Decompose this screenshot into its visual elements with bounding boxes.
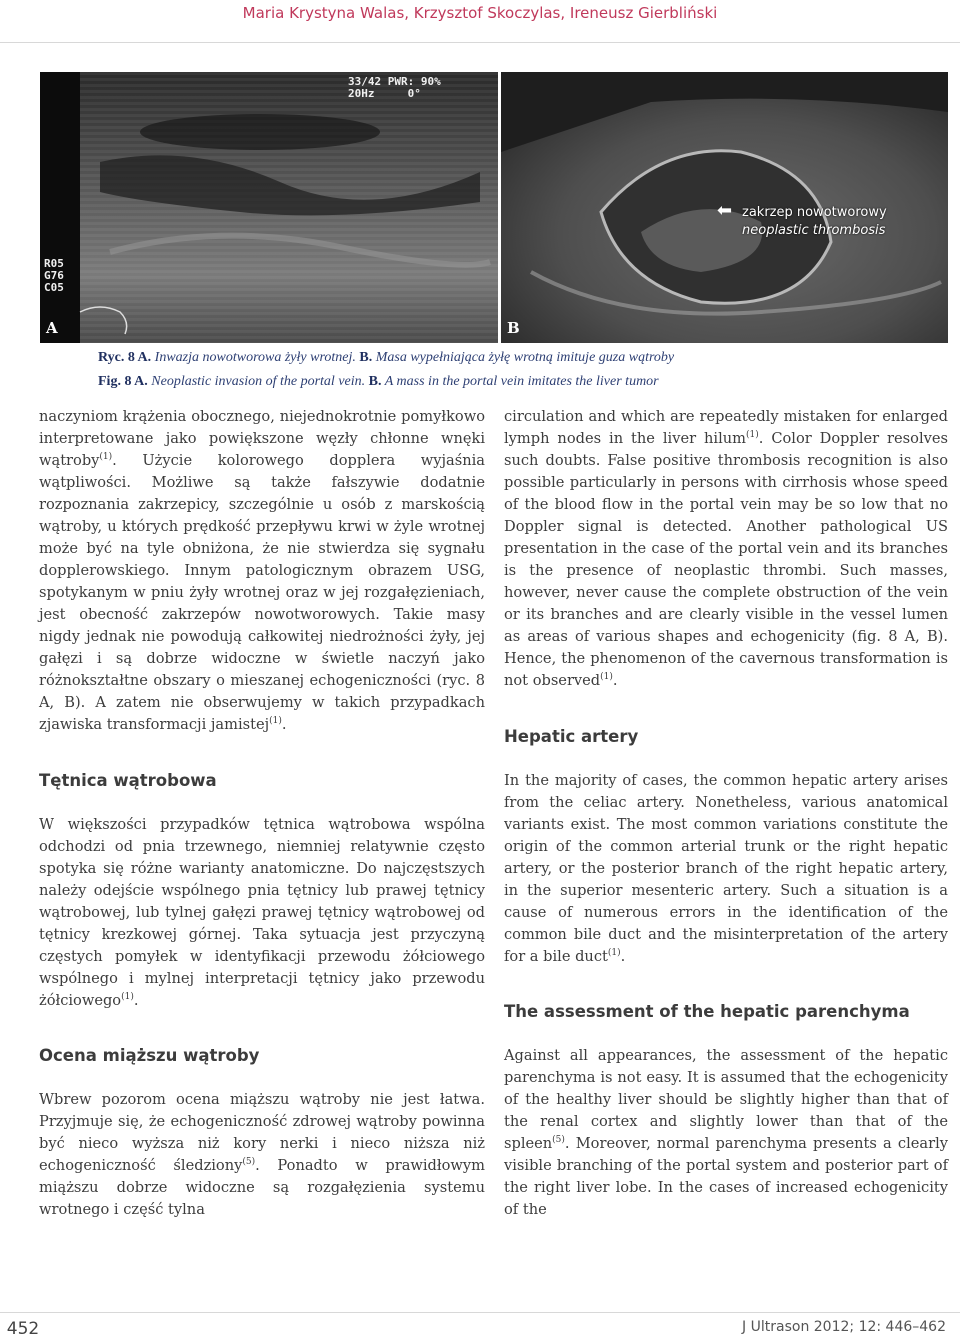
scan-settings bbox=[44, 258, 64, 294]
caption-en-part-b: A mass in the portal vein imitates the liver tumor bbox=[381, 374, 659, 389]
caption-pl-b-label: B. bbox=[359, 350, 373, 365]
pl-paragraph-2: W większości przypadków tętnica wątrobowa wspólna odchodzi od pnia trzewnego, niemniej relatywnie często spotyka się różne warianty anatomiczne. Do najczęstszych należy odejście wspólnego pnia tętnicy lub prawej tętnicy wątrobowej, lub tylnej gałęzi prawej tętnicy wątrobowej od tętnicy krezkowej górnej. Taka sytuacja jest przyczyną częstych pomyłek w identyfikacji przewodu żółciowego wspólnego i mylnej interpretacji tętnicy jako przewodu żółciowego$^{(1)}$. bbox=[39, 816, 485, 1009]
pl-paragraph-3: Wbrew pozorom ocena miąższu wątroby nie jest łatwa. Przyjmuje się, że echogeniczność zdrowej wątroby powinna być nieco wyższa niż kory nerki i nieco niższa niż echogeniczność śledziony$^{(5)}$. Ponadto w prawidłowym miąższu dobrze widoczne są rozgałęzienia systemu wrotnego i część tylna bbox=[39, 1091, 485, 1218]
citation: (1) bbox=[121, 992, 134, 1003]
pl-paragraph-1: naczyniom krążenia obocznego, niejednokrotnie pomyłkowo interpretowane jako powiększone węzły chłonne wnęki wątroby$^{(1)}$. Użycie kolorowego dopplera wyjaśnia wątpliwości. Możliwe są także fałszywie dodatnie rozpoznania zakrzepicy, szczególnie u osób z marskością wątroby, u których prędkość przepływu krwi w żyle wrotnej może być na tyle obniżona, że nie stwierdza się sygnału dopplerowskiego. Innym patologicznym obrazem USG, spotykanym w pniu żyły wrotnej oraz w jej rozgałęzieniach, jest obecność zakrzepów nowotworowych. Takie masy nigdy jednak nie powodują całkowitej niedrożności żyły, jej gałęzi i są dobrze widoczne w świetle naczyń jako różnokształtne obszary o mieszanej echogeniczności (ryc. 8 A, B). A zatem nie obserwujemy w takich przypadkach zjawiska transformacji jamistej$^{(1)}$. bbox=[39, 408, 485, 733]
readout-frame: 33/42 bbox=[348, 75, 382, 88]
setting-g: G76 bbox=[44, 269, 64, 282]
readout-pwr-value: 90% bbox=[420, 75, 441, 88]
citation: (1) bbox=[99, 452, 113, 463]
readout-hz: 20Hz bbox=[348, 87, 375, 100]
panel-a-label: A bbox=[46, 319, 58, 337]
citation: (1) bbox=[607, 948, 621, 959]
journal-citation: J Ultrason 2012; 12: 446–462 bbox=[742, 1319, 946, 1335]
caption-pl-label: Ryc. 8 A. bbox=[98, 350, 152, 365]
en-heading-parenchyma: The assessment of the hepatic parenchyma bbox=[504, 1002, 910, 1021]
footer-divider bbox=[0, 1312, 960, 1313]
caption-en-part-a: Neoplastic invasion of the portal vein. bbox=[147, 374, 369, 389]
caption-en-label: Fig. 8 A. bbox=[98, 374, 148, 389]
figure-panel-a bbox=[40, 72, 498, 343]
panel-b-label: B bbox=[507, 319, 520, 337]
page-number: 452 bbox=[6, 1319, 40, 1339]
setting-r: R05 bbox=[44, 257, 64, 270]
header-authors: Maria Krystyna Walas, Krzysztof Skoczylas, Ireneusz Gierbliński bbox=[242, 4, 718, 22]
caption-pl-part-b: Masa wypełniająca żyłę wrotną imituje guza wątroby bbox=[372, 350, 675, 365]
running-header bbox=[0, 0, 960, 42]
ultrasound-image-a bbox=[40, 72, 498, 343]
caption-pl-part-a: Inwazja nowotworowa żyły wrotnej. bbox=[151, 350, 360, 365]
scan-readout bbox=[348, 76, 441, 100]
setting-c: C05 bbox=[44, 281, 64, 294]
header-divider bbox=[0, 42, 960, 43]
readout-angle: 0° bbox=[407, 87, 421, 100]
arrow-left-icon: ⬅ bbox=[717, 200, 733, 221]
annotation-polish: zakrzep nowotworowy bbox=[742, 205, 887, 220]
column-english bbox=[504, 406, 948, 1221]
figure-caption-english bbox=[98, 370, 659, 394]
citation: (5) bbox=[552, 1135, 565, 1146]
citation: (5) bbox=[242, 1157, 256, 1168]
pl-heading-hepatic-artery: Tętnica wątrobowa bbox=[39, 771, 217, 790]
citation: (1) bbox=[600, 672, 613, 683]
column-polish bbox=[39, 406, 485, 1221]
citation: (1) bbox=[269, 716, 282, 727]
en-paragraph-2: In the majority of cases, the common hepatic artery arises from the celiac artery. Nonetheless, various anatomical variants exist. The most common variations constitute the origin of the common arterial trunk or the right hepatic artery, or the posterior branch of the right hepatic artery, in the superior mesenteric artery. Such a situation is a cause of numerous errors in the identification of the common bile duct and the misinterpretation of the artery for a bile duct$^{(1)}$. bbox=[504, 772, 948, 965]
en-heading-hepatic-artery: Hepatic artery bbox=[504, 727, 639, 746]
citation: (1) bbox=[746, 430, 759, 441]
en-paragraph-1: circulation and which are repeatedly mistaken for enlarged lymph nodes in the liver hilum$^{(1)}$. Color Doppler resolves such doubts. False positive thrombosis recognition is also possible particularly in persons with cirrhosis whose speed of the blood flow in the portal vein may be so low that no Doppler signal is detected. Another pathological US presentation in the case of the portal vein and its branches is the presence of neoplastic thrombi. Such masses, however, never cause the complete obstruction of the vein or its branches and are clearly visible in the vessel lumen as areas of various shapes and echogenicity (fig. 8 A, B). Hence, the phenomenon of the cavernous transformation is not observed$^{(1)}$. bbox=[504, 408, 948, 689]
readout-pwr-label: PWR: bbox=[387, 75, 415, 88]
en-paragraph-3: Against all appearances, the assessment of the hepatic parenchyma is not easy. It is assumed that the echogenicity of the healthy liver should be slightly higher than that of the renal cortex and slightly lower than that of the spleen$^{(5)}$. Moreover, normal parenchyma presents a clearly visible branching of the portal system and posterior part of the right liver lobe. In the cases of increased echogenicity of the bbox=[504, 1047, 948, 1218]
annotation-english: neoplastic thrombosis bbox=[742, 223, 886, 238]
figure-annotation bbox=[742, 204, 887, 240]
caption-en-b-label: B. bbox=[368, 374, 382, 389]
pl-heading-parenchyma: Ocena miąższu wątroby bbox=[39, 1046, 260, 1065]
figure-caption-polish bbox=[98, 346, 674, 370]
